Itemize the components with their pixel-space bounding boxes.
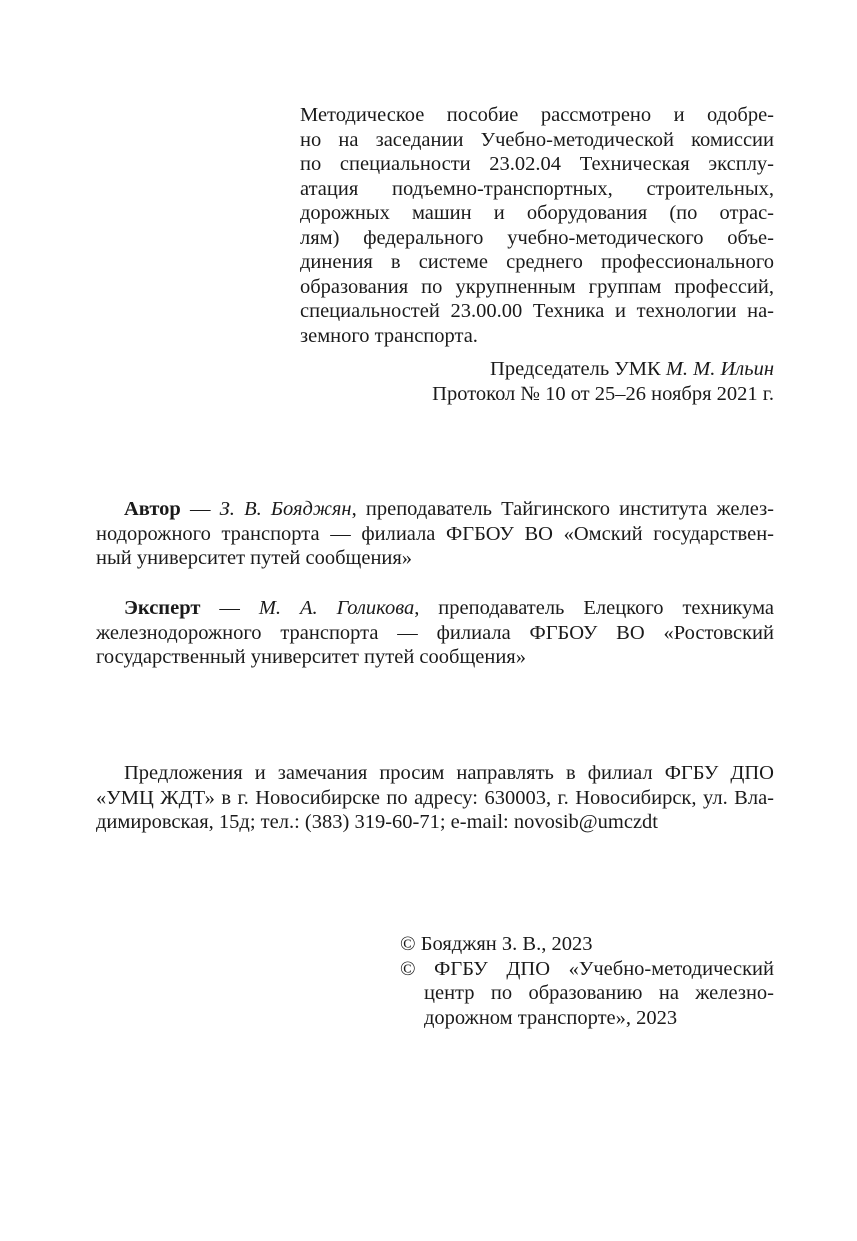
expert-line: государственный университет путей сообщения» xyxy=(96,646,526,668)
author-line: ный университет путей сообщения» xyxy=(96,547,413,569)
approval-line: образования по укрупненным группам профессий, xyxy=(300,275,774,298)
approval-line: но на заседании Учебно-методической комиссии xyxy=(300,128,774,151)
chair-signature xyxy=(300,357,774,382)
author-dash: — xyxy=(180,498,220,520)
author-label: Автор xyxy=(124,498,181,520)
chair-prefix: Председатель УМК xyxy=(490,358,666,380)
feedback-info xyxy=(96,761,774,835)
expert-line: железнодорожного транспорта — филиала ФГБОУ ВО «Ростовский xyxy=(96,621,774,644)
approval-line: лям) федерального учебно-методического объе- xyxy=(300,226,774,249)
author-position: , преподаватель Тайгинского института желез- xyxy=(351,498,774,520)
author-info xyxy=(96,497,774,571)
approval-line: дорожных машин и оборудования (по отрас- xyxy=(300,202,774,224)
expert-info xyxy=(96,596,774,670)
expert-name: М. А. Голикова xyxy=(258,597,415,619)
chair-name: М. М. Ильин xyxy=(665,358,774,380)
approval-line: динения в системе среднего профессионального xyxy=(300,251,774,273)
copyright-publisher-cont: дорожном транспорте», 2023 xyxy=(424,1006,678,1029)
approval-line: атация подъемно-транспортных, строительных, xyxy=(300,177,774,200)
expert-position: , преподаватель Елецкого техникума xyxy=(414,597,775,619)
expert-line xyxy=(96,596,774,621)
author-line xyxy=(96,497,774,522)
author-line: нодорожного транспорта — филиала ФГБОУ ВО «Омский государствен- xyxy=(96,522,774,545)
copyright-author: © Бояджян З. В., 2023 xyxy=(400,933,593,955)
copyright-publisher: © ФГБУ ДПО «Учебно-методический xyxy=(400,957,774,980)
author-name: З. В. Бояджян xyxy=(219,498,352,520)
approval-line: специальностей 23.00.00 Техника и технологии на- xyxy=(300,300,774,322)
signatures xyxy=(300,357,774,406)
expert-label: Эксперт xyxy=(124,597,201,619)
expert-dash: — xyxy=(200,597,259,619)
approval-note xyxy=(300,103,774,348)
approval-line: земного транспорта. xyxy=(300,324,478,347)
approval-line: по специальности 23.02.04 Техническая эксплу- xyxy=(300,153,774,175)
copyright-info xyxy=(400,932,774,1030)
protocol: Протокол № 10 от 25–26 ноября 2021 г. xyxy=(432,382,774,405)
feedback-line: Предложения и замечания просим направлять в филиал ФГБУ ДПО xyxy=(124,762,774,784)
feedback-line: димировская, 15д; тел.: (383) 319-60-71; e-mail: novosib@umczdt xyxy=(96,811,658,833)
feedback-line: «УМЦ ЖДТ» в г. Новосибирске по адресу: 630003, г. Новосибирск, ул. Вла- xyxy=(96,786,774,809)
copyright-publisher-cont: центр по образованию на железно- xyxy=(424,982,774,1004)
approval-line: Методическое пособие рассмотрено и одобре- xyxy=(300,104,774,126)
